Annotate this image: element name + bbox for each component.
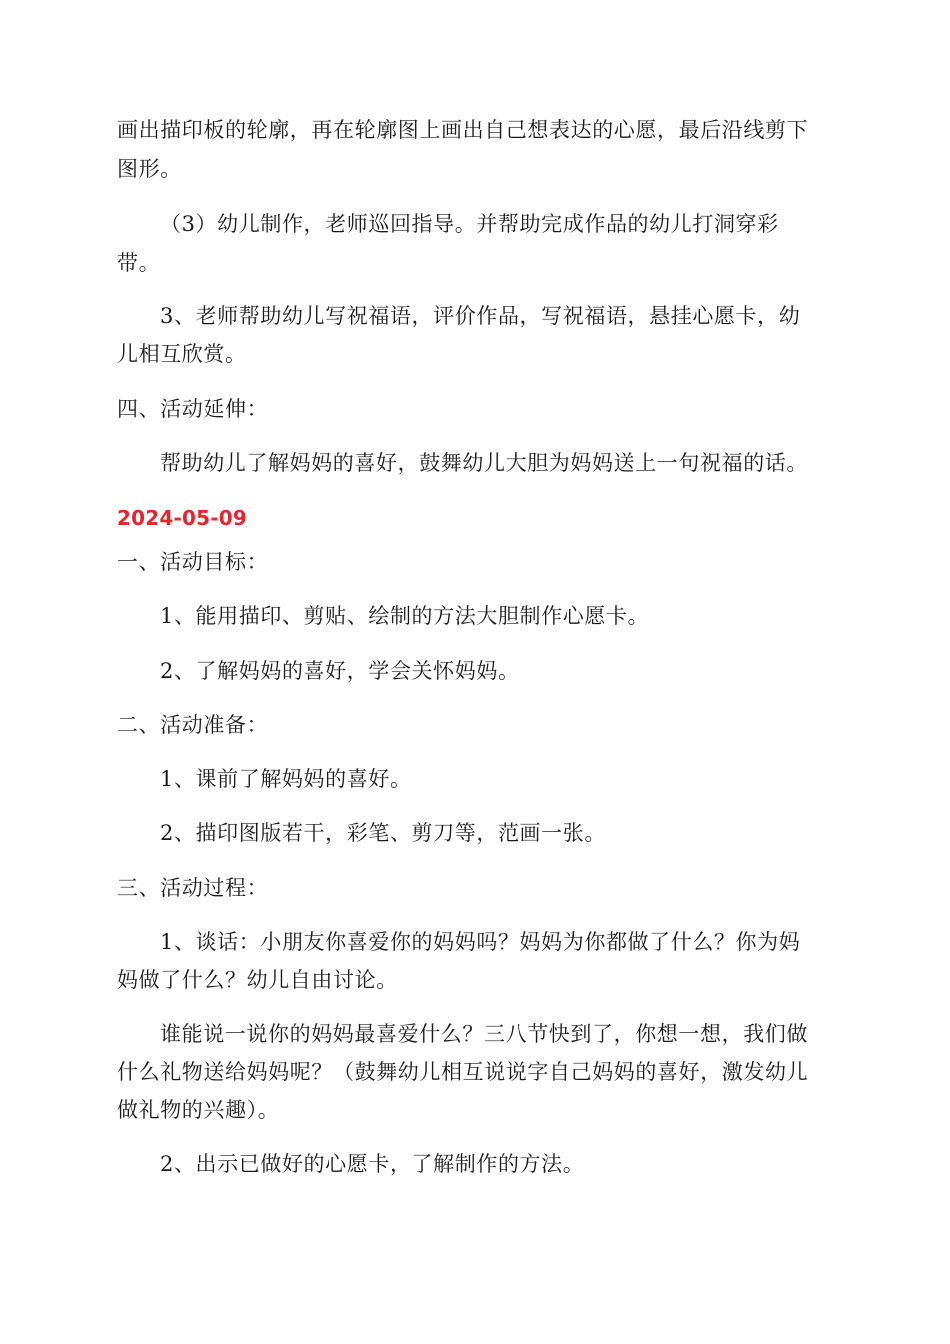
paragraph-line: 做礼物的兴趣）。: [117, 1098, 280, 1122]
section-heading: 一、活动目标：: [117, 550, 269, 574]
paragraph-line: 儿相互欣赏。: [117, 342, 247, 366]
paragraph-line: 2、出示已做好的心愿卡，了解制作的方法。: [160, 1152, 585, 1176]
section-heading: 四、活动延伸：: [117, 397, 269, 421]
paragraph-line: 3、老师帮助幼儿写祝福语，评价作品，写祝福语，悬挂心愿卡，幼: [160, 304, 801, 328]
paragraph-line: 画出描印板的轮廓，再在轮廓图上画出自己想表达的心愿，最后沿线剪下: [117, 118, 809, 142]
paragraph-line: 2、了解妈妈的喜好，学会关怀妈妈。: [160, 659, 520, 683]
paragraph-line: 1、能用描印、剪贴、绘制的方法大胆制作心愿卡。: [160, 604, 650, 628]
section-heading: 二、活动准备：: [117, 713, 269, 737]
paragraph-line: 谁能说一说你的妈妈最喜爱什么？三八节快到了，你想一想，我们做: [160, 1022, 808, 1046]
paragraph-line: （3）幼儿制作，老师巡回指导。并帮助完成作品的幼儿打洞穿彩: [160, 212, 779, 236]
paragraph-line: 带。: [117, 251, 161, 275]
paragraph-line: 帮助幼儿了解妈妈的喜好，鼓舞幼儿大胆为妈妈送上一句祝福的话。: [160, 451, 808, 475]
paragraph-line: 图形。: [117, 157, 182, 181]
paragraph-line: 1、课前了解妈妈的喜好。: [160, 767, 412, 791]
paragraph-line: 妈做了什么？幼儿自由讨论。: [117, 968, 398, 992]
paragraph-line: 什么礼物送给妈妈呢？（鼓舞幼儿相互说说字自己妈妈的喜好，激发幼儿: [117, 1060, 809, 1084]
date-heading: 2024-05-09: [117, 506, 247, 530]
paragraph-line: 2、描印图版若干，彩笔、剪刀等，范画一张。: [160, 821, 606, 845]
paragraph-line: 1、谈话：小朋友你喜爱你的妈妈吗？妈妈为你都做了什么？你为妈: [160, 930, 801, 954]
section-heading: 三、活动过程：: [117, 876, 269, 900]
